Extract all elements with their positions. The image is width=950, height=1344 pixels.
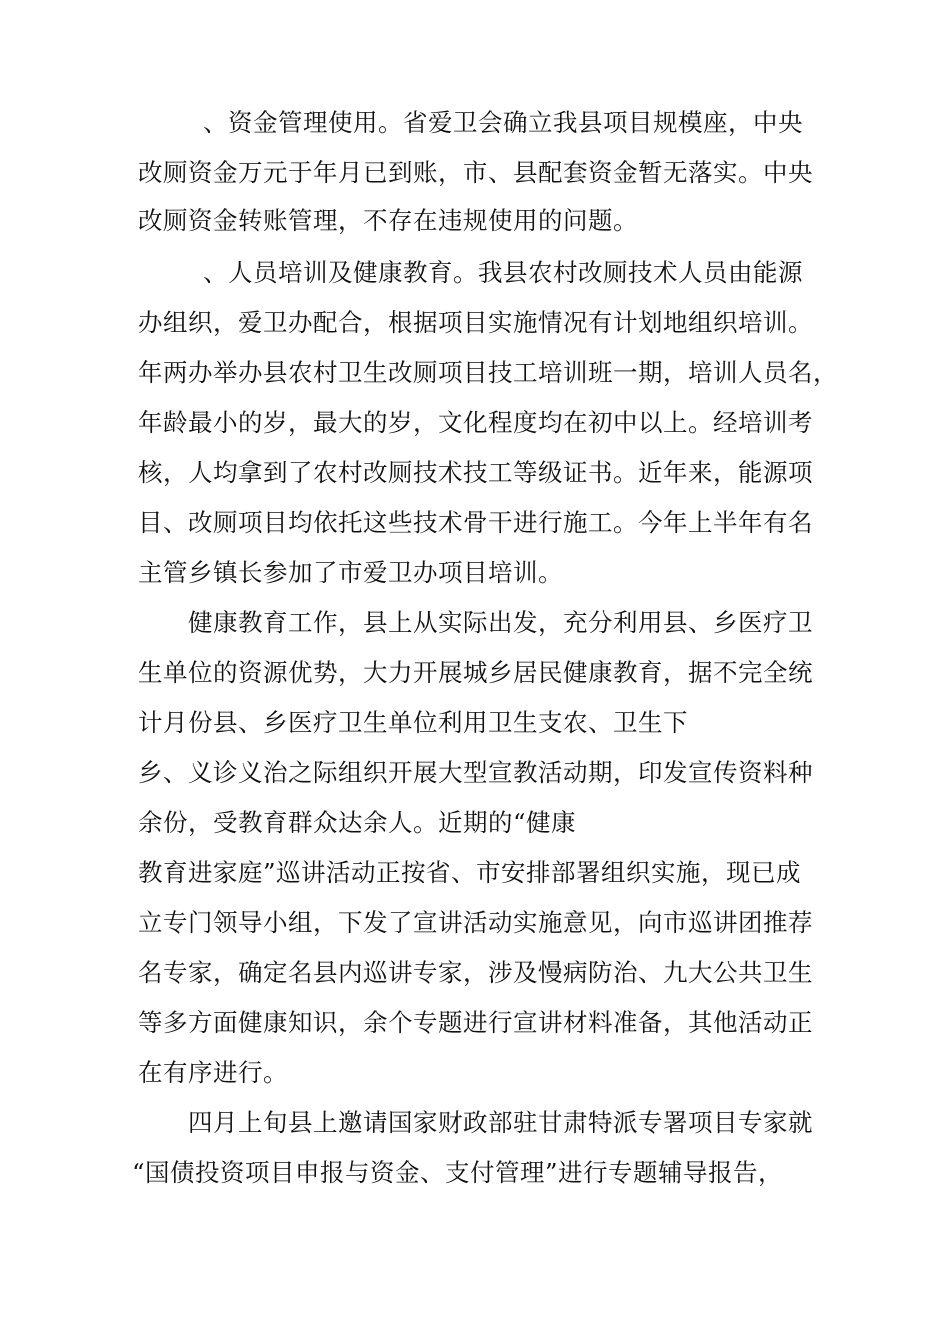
paragraph-line: 核，人均拿到了农村改厕技术技工等级证书。近年来，能源项 [138, 458, 813, 487]
paragraph-line: 办组织，爱卫办配合，根据项目实施情况有计划地组织培训。 [138, 308, 813, 337]
paragraph-line: 计月份县、乡医疗卫生单位利用卫生支农、卫生下 [138, 708, 688, 737]
paragraph-line: 改厕资金转账管理，不存在违规使用的问题。 [138, 206, 638, 235]
paragraph-line: “国债投资项目申报与资金、支付管理”进行专题辅导报告， [132, 1158, 784, 1187]
paragraph-line: 乡、义诊义治之际组织开展大型宣教活动期，印发宣传资料种 [138, 758, 813, 787]
paragraph-line: 改厕资金万元于年月已到账，市、县配套资金暂无落实。中央 [138, 158, 813, 187]
paragraph-line: 主管乡镇长参加了市爱卫办项目培训。 [138, 558, 563, 587]
paragraph-line: 在有序进行。 [138, 1058, 288, 1087]
paragraph-line: 健康教育工作，县上从实际出发，充分利用县、乡医疗卫 [188, 608, 813, 637]
paragraph-line: 四月上旬县上邀请国家财政部驻甘肃特派专署项目专家就 [188, 1108, 813, 1137]
paragraph-line: 、人员培训及健康教育。我县农村改厕技术人员由能源 [203, 258, 803, 287]
paragraph-line: 、资金管理使用。省爱卫会确立我县项目规模座，中央 [203, 108, 803, 137]
paragraph-line: 等多方面健康知识，余个专题进行宣讲材料准备，其他活动正 [138, 1008, 813, 1037]
paragraph-line: 目、改厕项目均依托这些技术骨干进行施工。今年上半年有名 [138, 508, 813, 537]
paragraph-line: 年两办举办县农村卫生改厕项目技工培训班一期，培训人员名， [138, 358, 838, 387]
paragraph-line: 年龄最小的岁，最大的岁，文化程度均在初中以上。经培训考 [138, 408, 813, 437]
paragraph-line: 立专门领导小组，下发了宣讲活动实施意见，向市巡讲团推荐 [138, 908, 813, 937]
paragraph-line: 生单位的资源优势，大力开展城乡居民健康教育，据不完全统 [138, 658, 813, 687]
paragraph-line: 名专家，确定名县内巡讲专家，涉及慢病防治、九大公共卫生 [138, 958, 813, 987]
paragraph-line: 教育进家庭”巡讲活动正按省、市安排部署组织实施，现已成 [138, 858, 802, 887]
paragraph-line: 余份，受教育群众达余人。近期的“健康 [138, 808, 577, 837]
